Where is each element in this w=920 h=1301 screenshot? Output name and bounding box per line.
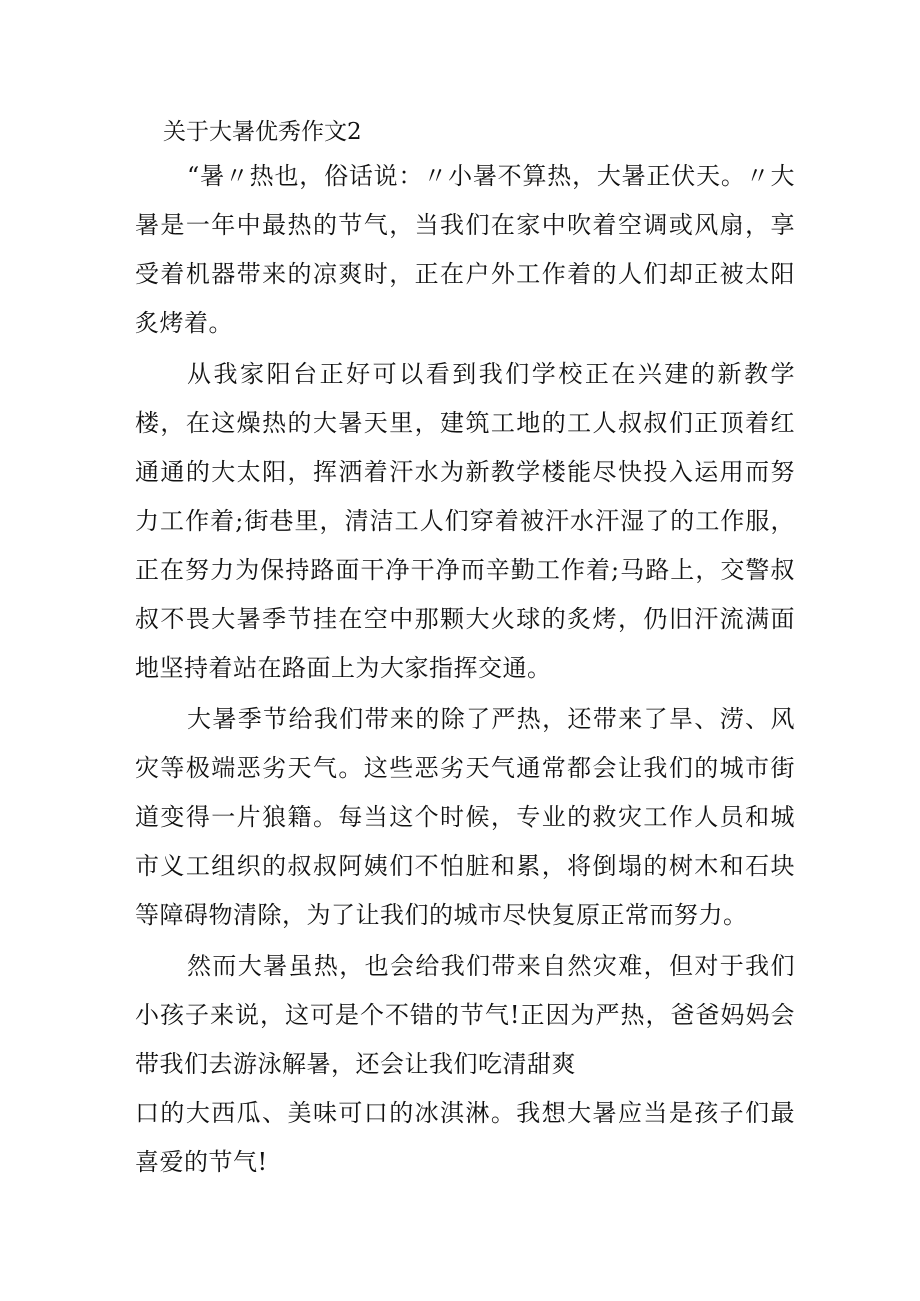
paragraph-3: 大暑季节给我们带来的除了严热，还带来了旱、涝、风灾等极端恶劣天气。这些恶劣天气通常都会让我们的城市街道变得一片狼籍。每当这个时候，专业的救灾工作人员和城市义工组织的叔叔阿姨们不怕脏和累，将倒塌的树木和石块等障碍物清除，为了让我们的城市尽快复原正常而努力。 [135, 705, 795, 929]
document-title: 关于大暑优秀作文2 [163, 119, 362, 145]
paragraph-4-continuation: 口的大西瓜、美味可口的冰淇淋。我想大暑应当是孩子们最喜爱的节气! [135, 1099, 795, 1176]
paragraph-4: 然而大暑虽热，也会给我们带来自然灾难，但对于我们小孩子来说，这可是个不错的节气!正因为严热，爸爸妈妈会带我们去游泳解暑，还会让我们吃清甜爽 [135, 952, 795, 1078]
document-page [135, 112, 795, 1187]
paragraph-1: “暑〃热也，俗话说：〃小暑不算热，大暑正伏天。〃大暑是一年中最热的节气，当我们在家中吹着空调或风扇，享受着机器带来的凉爽时，正在户外工作着的人们却正被太阳炙烤着。 [135, 162, 795, 337]
paragraph-2: 从我家阳台正好可以看到我们学校正在兴建的新教学楼，在这燥热的大暑天里，建筑工地的工人叔叔们正顶着红通通的大太阳，挥洒着汗水为新教学楼能尽快投入运用而努力工作着;街巷里，清洁工人们穿着被汗水汗湿了的工作服，正在努力为保持路面干净干净而辛勤工作着;马路上，交警叔叔不畏大暑季节挂在空中那颗大火球的炙烤，仍旧汗流满面地坚持着站在路面上为大家指挥交通。 [135, 360, 795, 682]
